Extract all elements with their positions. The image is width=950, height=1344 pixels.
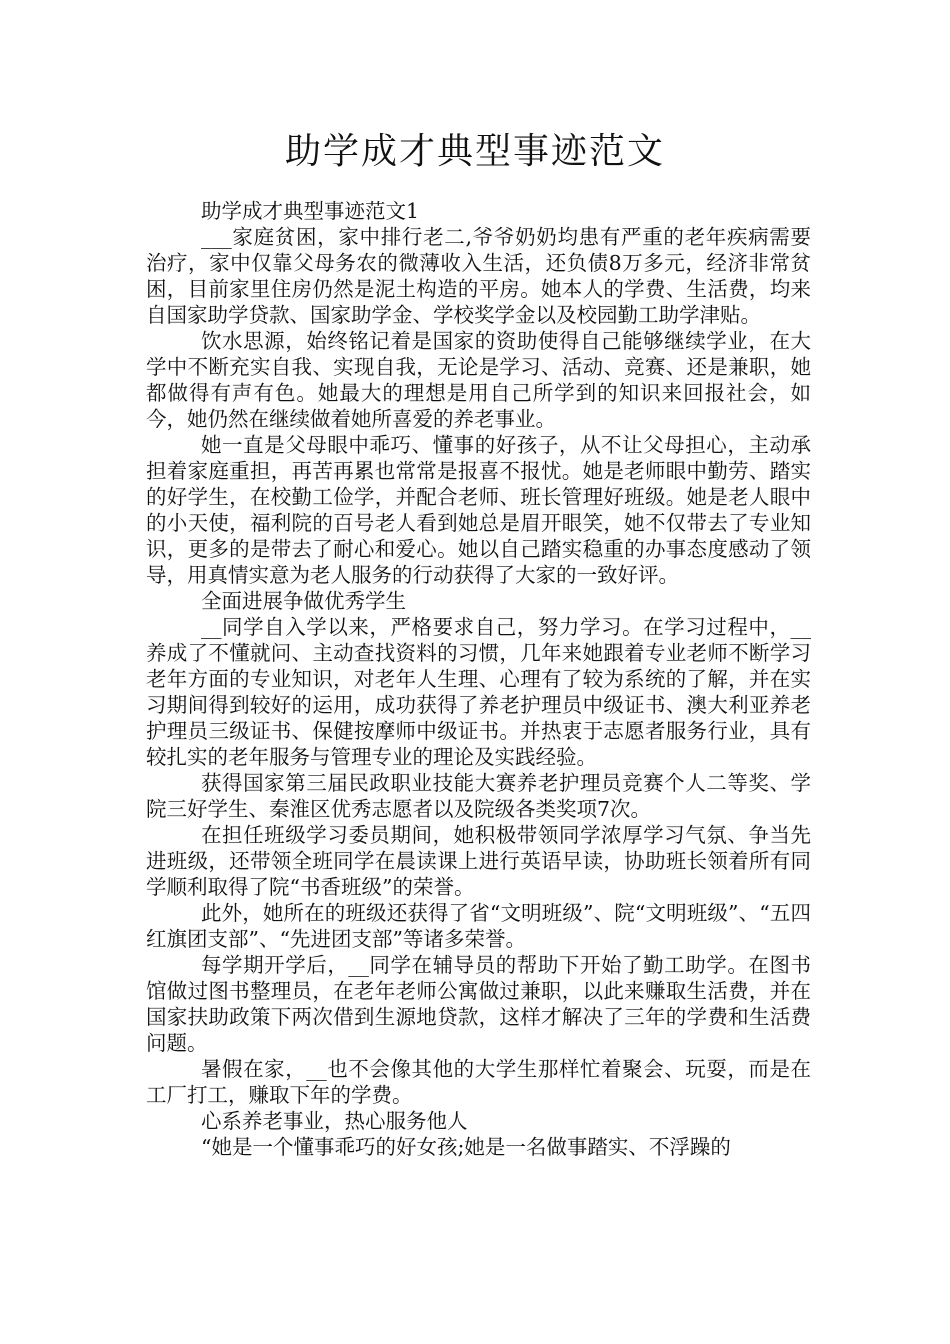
paragraph: __同学自入学以来，严格要求自己，努力学习。在学习过程中，__养成了不懂就问、主动查找资料的习惯，几年来她跟着专业老师不断学习老年方面的专业知识，对老年人生理、心理有了较为系统的了解，并在实习期间得到较好的运用，成功获得了养老护理员中级证书、澳大利亚养老护理员三级证书、保健按摩师中级证书。并热衷于志愿者服务行业，具有较扎实的老年服务与管理专业的理论及实践经验。 xyxy=(146,615,811,769)
paragraph: 在担任班级学习委员期间，她积极带领同学浓厚学习气氛、争当先进班级，还带领全班同学在晨读课上进行英语早读，协助班长领着所有同学顺利取得了院“书香班级”的荣誉。 xyxy=(146,823,811,899)
paragraph: 饮水思源，始终铭记着是国家的资助使得自己能够继续学业，在大学中不断充实自我、实现自我，无论是学习、活动、竞赛、还是兼职，她都做得有声有色。她最大的理想是用自己所学到的知识来回报社会，如今，她仍然在继续做着她所喜爱的养老事业。 xyxy=(146,329,811,431)
document-title: 助学成才典型事迹范文 xyxy=(284,131,665,172)
paragraph: 每学期开学后，__同学在辅导员的帮助下开始了勤工助学。在图书馆做过图书整理员，在老年老师公寓做过兼职，以此来赚取生活费，并在国家扶助政策下两次借到生源地贷款，这样才解决了三年的学费和生活费问题。 xyxy=(146,953,811,1055)
paragraph: 获得国家第三届民政职业技能大赛养老护理员竞赛个人二等奖、学院三好学生、秦淮区优秀志愿者以及院级各类奖项7次。 xyxy=(146,771,811,821)
paragraph: 此外，她所在的班级还获得了省“文明班级”、院“文明班级”、“五四红旗团支部”、“先进团支部”等诸多荣誉。 xyxy=(146,901,811,951)
paragraph: ___家庭贫困，家中排行老二,爷爷奶奶均患有严重的老年疾病需要治疗，家中仅靠父母务农的微薄收入生活，还负债8万多元，经济非常贫困，目前家里住房仍然是泥土构造的平房。她本人的学费、生活费，均来自国家助学贷款、国家助学金、学校奖学金以及校园勤工助学津贴。 xyxy=(146,225,811,327)
paragraph: “她是一个懂事乖巧的好女孩;她是一名做事踏实、不浮躁的 xyxy=(201,1135,731,1159)
paragraph-subtitle: 助学成才典型事迹范文1 xyxy=(201,199,420,223)
section-heading: 全面进展争做优秀学生 xyxy=(201,589,406,613)
section-heading: 心系养老事业，热心服务他人 xyxy=(201,1109,468,1133)
paragraph: 她一直是父母眼中乖巧、懂事的好孩子，从不让父母担心，主动承担着家庭重担，再苦再累也常常是报喜不报忧。她是老师眼中勤劳、踏实的好学生，在校勤工俭学，并配合老师、班长管理好班级。她是老人眼中的小天使，福利院的百号老人看到她总是眉开眼笑，她不仅带去了专业知识，更多的是带去了耐心和爱心。她以自己踏实稳重的办事态度感动了领导，用真情实意为老人服务的行动获得了大家的一致好评。 xyxy=(146,433,811,587)
paragraph: 暑假在家，__也不会像其他的大学生那样忙着聚会、玩耍，而是在工厂打工，赚取下年的学费。 xyxy=(146,1057,811,1107)
document-body xyxy=(146,198,811,1160)
